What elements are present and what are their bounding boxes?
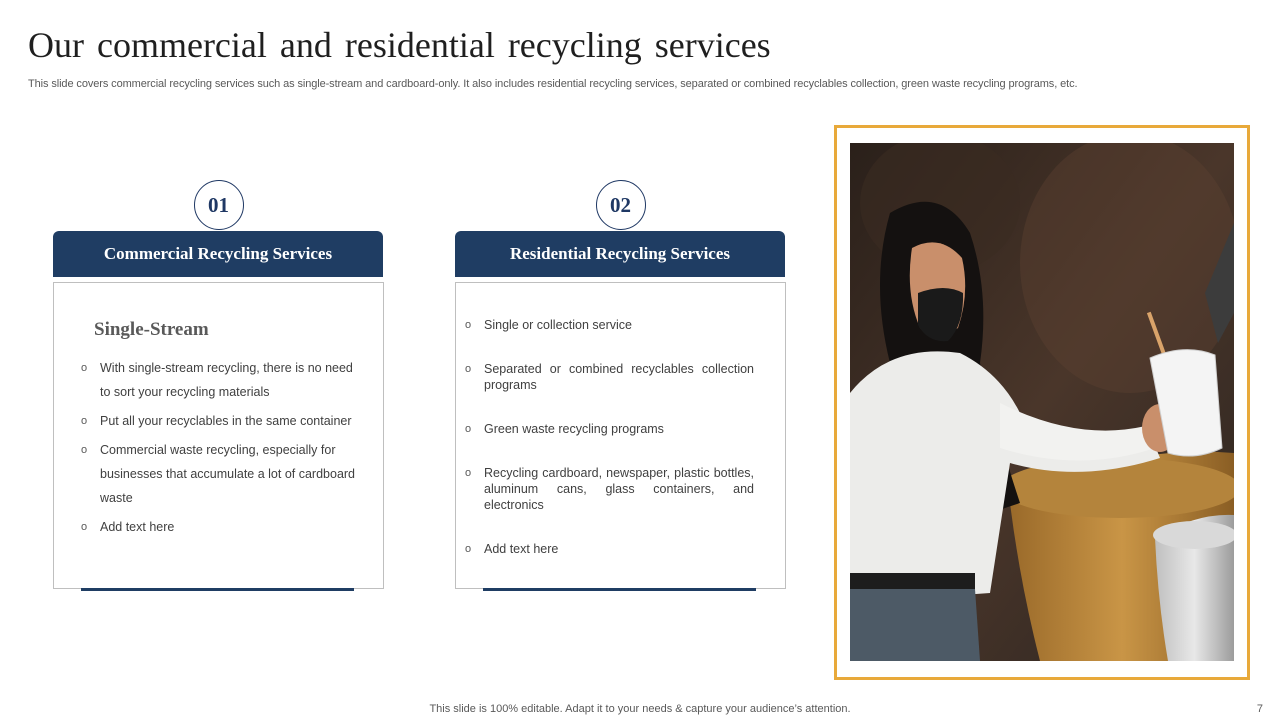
list-item-text: Put all your recyclables in the same container <box>100 414 352 428</box>
residential-services-card <box>455 180 786 592</box>
photo-illustration <box>850 143 1234 661</box>
bullet-circle-icon: o <box>81 444 88 456</box>
slide-title: Our commercial and residential recycling services <box>28 25 771 65</box>
step-number-badge: 02 <box>596 180 646 230</box>
step-number-badge: 01 <box>194 180 244 230</box>
bullet-circle-icon: o <box>465 423 472 435</box>
bullet-circle-icon: o <box>465 467 472 479</box>
list-item-text: Green waste recycling programs <box>484 422 664 436</box>
photo-frame <box>834 125 1250 680</box>
list-item <box>465 541 754 557</box>
list-item <box>465 317 754 333</box>
list-item <box>81 515 362 539</box>
list-item <box>81 356 362 404</box>
list-item-text: Add text here <box>484 542 559 556</box>
slide-footer: This slide is 100% editable. Adapt it to your needs & capture your audience’s attention. <box>429 703 851 715</box>
card-header: Residential Recycling Services <box>455 231 785 277</box>
list-item-text: Commercial waste recycling, especially for businesses that accumulate a lot of cardboard waste <box>100 443 356 505</box>
card-underline <box>81 588 354 591</box>
bullet-circle-icon: o <box>465 543 472 555</box>
list-item <box>81 409 362 433</box>
list-item-text: Add text here <box>100 520 175 534</box>
commercial-services-card <box>53 180 384 592</box>
page-number: 7 <box>1256 703 1263 715</box>
list-item-text: Single or collection service <box>484 318 632 332</box>
list-item <box>465 361 754 393</box>
list-item-text: Separated or combined recyclables collection programs <box>484 362 754 392</box>
bullet-circle-icon: o <box>465 363 472 375</box>
list-item <box>81 438 362 510</box>
list-item-text: Recycling cardboard, newspaper, plastic bottles, aluminum cans, glass containers, and electronics <box>484 466 754 512</box>
bullet-circle-icon: o <box>81 415 88 427</box>
bullet-circle-icon: o <box>81 362 88 374</box>
card-body <box>53 282 384 589</box>
list-item-text: With single-stream recycling, there is no need to sort your recycling materials <box>100 361 353 399</box>
recycling-photo-icon <box>850 143 1234 661</box>
card-header: Commercial Recycling Services <box>53 231 383 277</box>
bullet-list <box>465 317 754 585</box>
card-body <box>455 282 786 589</box>
bullet-circle-icon: o <box>465 319 472 331</box>
list-item <box>465 421 754 437</box>
card-body-heading: Single-Stream <box>94 319 209 340</box>
bullet-circle-icon: o <box>81 521 88 533</box>
list-item <box>465 465 754 513</box>
bullet-list <box>81 356 362 544</box>
slide-subtitle: This slide covers commercial recycling services such as single-stream and cardboard-only. It also includes residential recycling services, separated or combined recyclables collection, green waste recycling programs, etc. <box>28 78 1078 90</box>
card-underline <box>483 588 756 591</box>
